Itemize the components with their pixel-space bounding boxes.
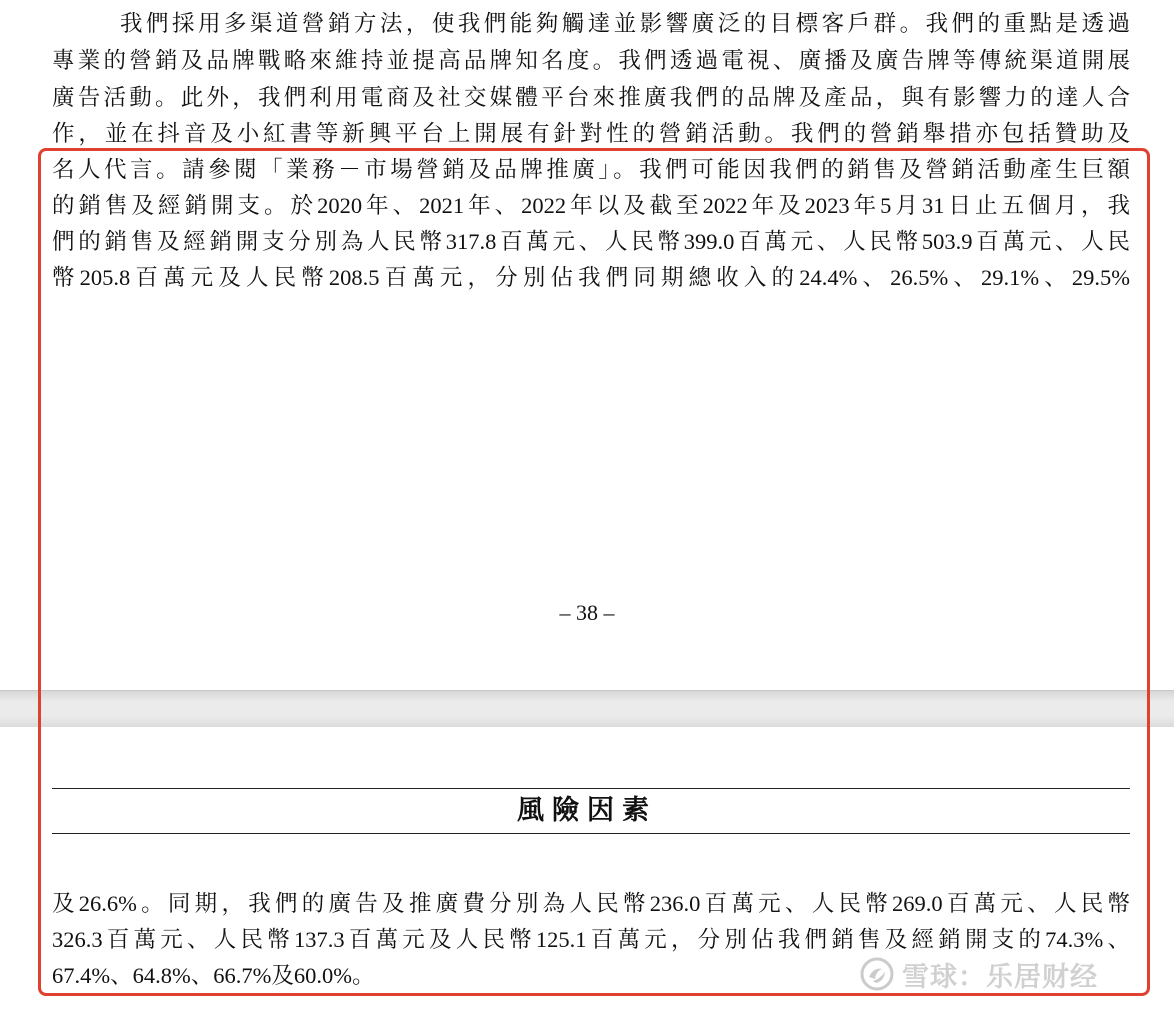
paragraph-line: 作，並在抖音及小紅書等新興平台上開展有針對性的營銷活動。我們的營銷舉措亦包括贊助及 xyxy=(52,121,1130,146)
marketing-paragraph xyxy=(52,8,1130,290)
header-rule-top xyxy=(52,788,1130,789)
paragraph-line: 們的銷售及經銷開支分別為人民幣317.8百萬元、人民幣399.0百萬元、人民幣503.9百萬元、人民 xyxy=(52,229,1130,254)
page-number: – 38 – xyxy=(559,600,615,625)
header-rule-bottom xyxy=(52,833,1130,834)
watermark-text: 雪球：乐居财经 xyxy=(902,961,1098,993)
paragraph-line: 幣205.8百萬元及人民幣208.5百萬元，分別佔我們同期總收入的24.4%、26.5%、29.1%、29.5% xyxy=(52,265,1130,290)
paragraph-line: 67.4%、64.8%、66.7%及60.0%。 xyxy=(52,963,375,988)
paragraph-line: 廣告活動。此外，我們利用電商及社交媒體平台來推廣我們的品牌及產品，與有影響力的達人合 xyxy=(52,85,1130,110)
paragraph-line: 的銷售及經銷開支。於2020年、2021年、2022年以及截至2022年及2023年5月31日止五個月，我 xyxy=(52,193,1130,218)
paragraph-line: 及26.6%。同期，我們的廣告及推廣費分別為人民幣236.0百萬元、人民幣269.0百萬元、人民幣 xyxy=(52,891,1130,916)
section-title: 風險因素 xyxy=(517,795,657,825)
paragraph-line: 我們採用多渠道營銷方法，使我們能夠觸達並影響廣泛的目標客戶群。我們的重點是透過 xyxy=(120,11,1130,36)
paragraph-line: 名人代言。請參閱「業務－市場營銷及品牌推廣」。我們可能因我們的銷售及營銷活動產生巨額 xyxy=(52,157,1130,182)
paragraph-line: 專業的營銷及品牌戰略來維持並提高品牌知名度。我們透過電視、廣播及廣告牌等傳統渠道開展 xyxy=(52,48,1130,73)
watermark xyxy=(860,952,1098,996)
paragraph-line: 326.3百萬元、人民幣137.3百萬元及人民幣125.1百萬元，分別佔我們銷售及經銷開支的74.3%、 xyxy=(52,927,1130,952)
page-separator xyxy=(0,690,1174,728)
snowball-logo-icon xyxy=(860,957,894,991)
